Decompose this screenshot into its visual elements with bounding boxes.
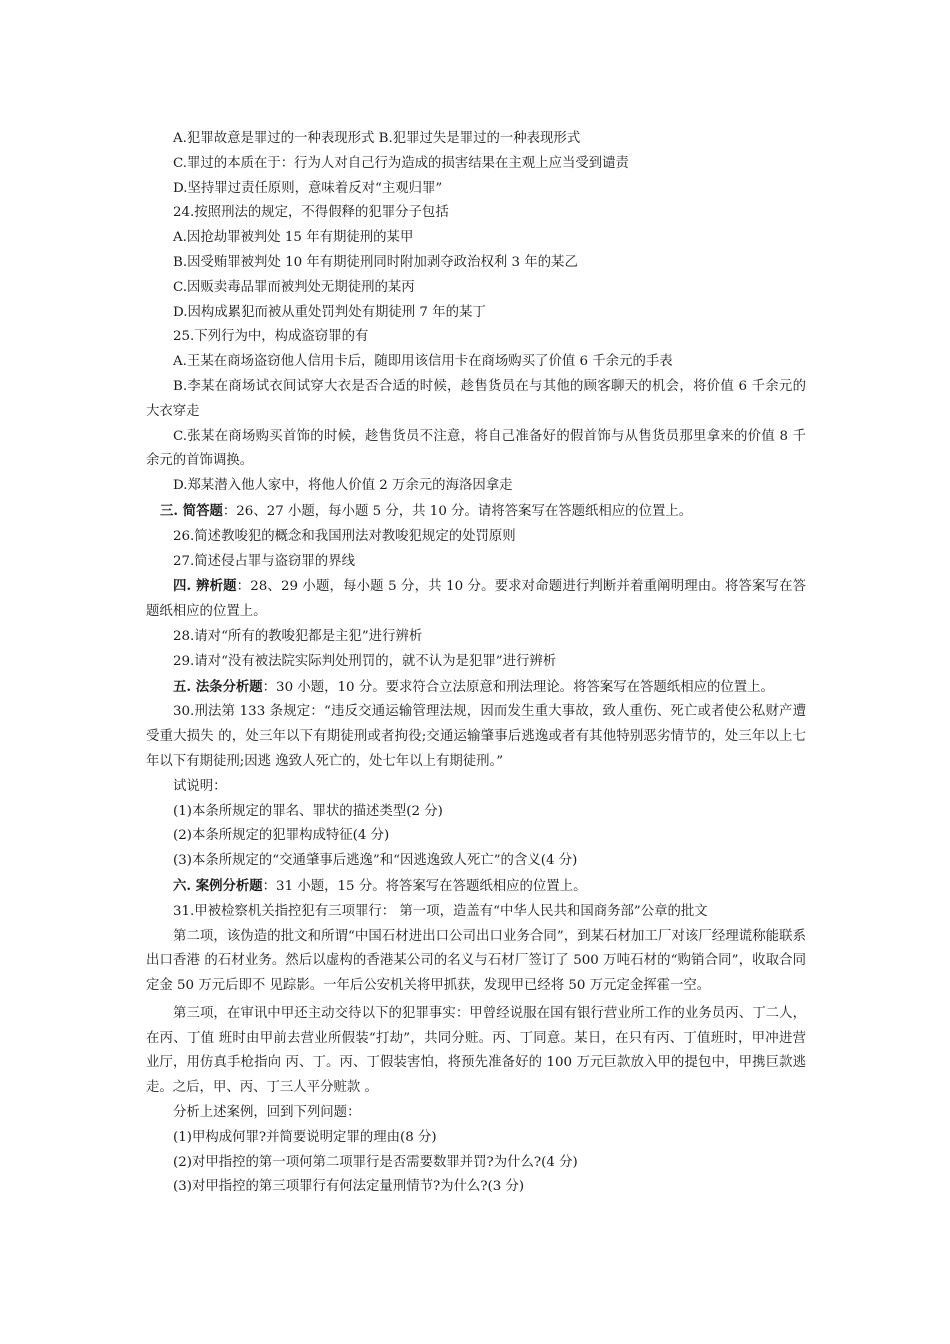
section-3-title: 三. 简答题 xyxy=(160,502,223,519)
q30-sub-2: (2)本条所规定的犯罪构成特征(4 分) xyxy=(173,828,390,844)
q25-option-b: B.李某在商场试衣间试穿大衣是否合适的时候，趁售货员在与其他的顾客聊天的机会，将价值 6 千余元的大衣穿走 xyxy=(146,378,806,419)
q23-option-a-b: A.犯罪故意是罪过的一种表现形式 B.犯罪过失是罪过的一种表现形式 xyxy=(173,131,581,146)
q30-explain: 试说明： xyxy=(173,778,227,794)
q25-option-d: D.郑某潜入他人家中，将他人价值 2 万余元的海洛因拿走 xyxy=(173,478,513,494)
section-3-heading xyxy=(146,499,806,525)
q24-option-c: C.因贩卖毒品罪而被判处无期徒刑的某丙 xyxy=(173,279,415,295)
q24-option-d: D.因构成累犯而被从重处罚判处有期徒刑 7 年的某丁 xyxy=(173,304,486,320)
q29: 29.请对“没有被法院实际判处刑罚的，就不认为是犯罪”进行辨析 xyxy=(173,653,557,669)
section-5-heading xyxy=(146,675,806,701)
q27: 27.简述侵占罪与盗窃罪的界线 xyxy=(173,553,355,569)
q25-stem: 25.下列行为中，构成盗窃罪的有 xyxy=(173,329,369,345)
q23-option-d: D.坚持罪过责任原则，意味着反对“主观归罪” xyxy=(173,180,443,196)
q25-option-c: C.张某在商场购买首饰的时候，趁售货员不注意，将自己准备好的假首饰与从售货员那里拿来的价值 8 千余元的首饰调换。 xyxy=(146,428,806,469)
q31-paragraph-2: 第二项，该伪造的批文和所谓“中国石材进出口公司出口业务合同”，到某石材加工厂对该厂经理谎称能联系出口香港 的石材业务。然后以虚构的香港某公司的名义与石材厂签订了 500 万吨石材的“购销合同”，收取合同定金 50 万元后即不 见踪影。一年后公安机关将甲抓获，发现甲已经将 50 万元定金挥霍一空。 xyxy=(146,928,806,994)
section-4-heading xyxy=(146,574,806,625)
q31-paragraph-3: 第三项，在审讯中甲还主动交待以下的犯罪事实：甲曾经说服在国有银行营业所工作的业务员丙、丁二人，在丙、丁值 班时由甲前去营业所假装“打劫”，共同分赃。丙、丁同意。某日，在只有丙、丁值班时，甲冲进营业厅，用仿真手枪指向 丙、丁。丙、丁假装害怕，将预先准备好的 100 万元巨款放入甲的提包中，甲携巨款逃走。之后，甲、丙、丁三人平分赃款 。 xyxy=(146,1005,806,1096)
q30-sub-3: (3)本条所规定的“交通肇事后逃逸”和“因逃逸致人死亡”的含义(4 分) xyxy=(173,853,578,869)
section-6-title: 六. 案例分析题 xyxy=(173,877,263,894)
section-4-desc: ：28、29 小题，每小题 5 分，共 10 分。要求对命题进行判断并着重阐明理由。将答案写在答题纸相应的位置上。 xyxy=(146,579,807,620)
q23-option-c: C.罪过的本质在于：行为人对自己行为造成的损害结果在主观上应当受到谴责 xyxy=(173,155,629,171)
q31-ask-2: (2)对甲指控的第一项何第二项罪行是否需要数罪并罚?为什么?(4 分) xyxy=(173,1154,578,1170)
section-5-desc: ：30 小题，10 分。要求符合立法原意和刑法理论。将答案写在答题纸相应的位置上。 xyxy=(262,679,774,695)
document-body xyxy=(146,127,806,1200)
q24-option-b: B.因受贿罪被判处 10 年有期徒刑同时附加剥夺政治权利 3 年的某乙 xyxy=(173,254,578,270)
section-5-title: 五. 法条分析题 xyxy=(173,678,263,695)
q30-sub-1: (1)本条所规定的罪名、罪状的描述类型(2 分) xyxy=(173,803,443,819)
q24-option-a: A.因抢劫罪被判处 15 年有期徒刑的某甲 xyxy=(173,230,414,246)
q30: 30.刑法第 133 条规定：“违反交通运输管理法规，因而发生重大事故，致人重伤、死亡或者使公私财产遭受重大损失 的，处三年以下有期徒刑或者拘役;交通运输肇事后逃逸或者有其他特别恶劣情节的，处三年以上七年以下有期徒刑;因逃 逸致人死亡的，处七年以上有期徒刑。” xyxy=(146,704,806,769)
section-6-desc: ：31 小题，15 分。将答案写在答题纸相应的位置上。 xyxy=(262,878,587,894)
q31-ask-1: (1)甲构成何罪?并简要说明定罪的理由(8 分) xyxy=(173,1129,437,1145)
section-4-title: 四. 辨析题 xyxy=(173,578,237,595)
q31: 31.甲被检察机关指控犯有三项罪行： 第一项，造盖有“中华人民共和国商务部”公章的批文 xyxy=(173,903,708,919)
q26: 26.简述教唆犯的概念和我国刑法对教唆犯规定的处罚原则 xyxy=(173,528,516,544)
section-3-desc: ：26、27 小题，每小题 5 分，共 10 分。请将答案写在答题纸相应的位置上。 xyxy=(222,503,693,519)
q24-stem: 24.按照刑法的规定，不得假释的犯罪分子包括 xyxy=(173,205,449,221)
q31-ask-3: (3)对甲指控的第三项罪行有何法定量刑情节?为什么?(3 分) xyxy=(173,1179,525,1195)
q31-analyze: 分析上述案例，回到下列问题： xyxy=(173,1105,361,1121)
q28: 28.请对“所有的教唆犯都是主犯”进行辨析 xyxy=(173,628,423,644)
section-6-heading xyxy=(146,874,806,900)
q25-option-a: A.王某在商场盗窃他人信用卡后，随即用该信用卡在商场购买了价值 6 千余元的手表 xyxy=(173,354,673,370)
